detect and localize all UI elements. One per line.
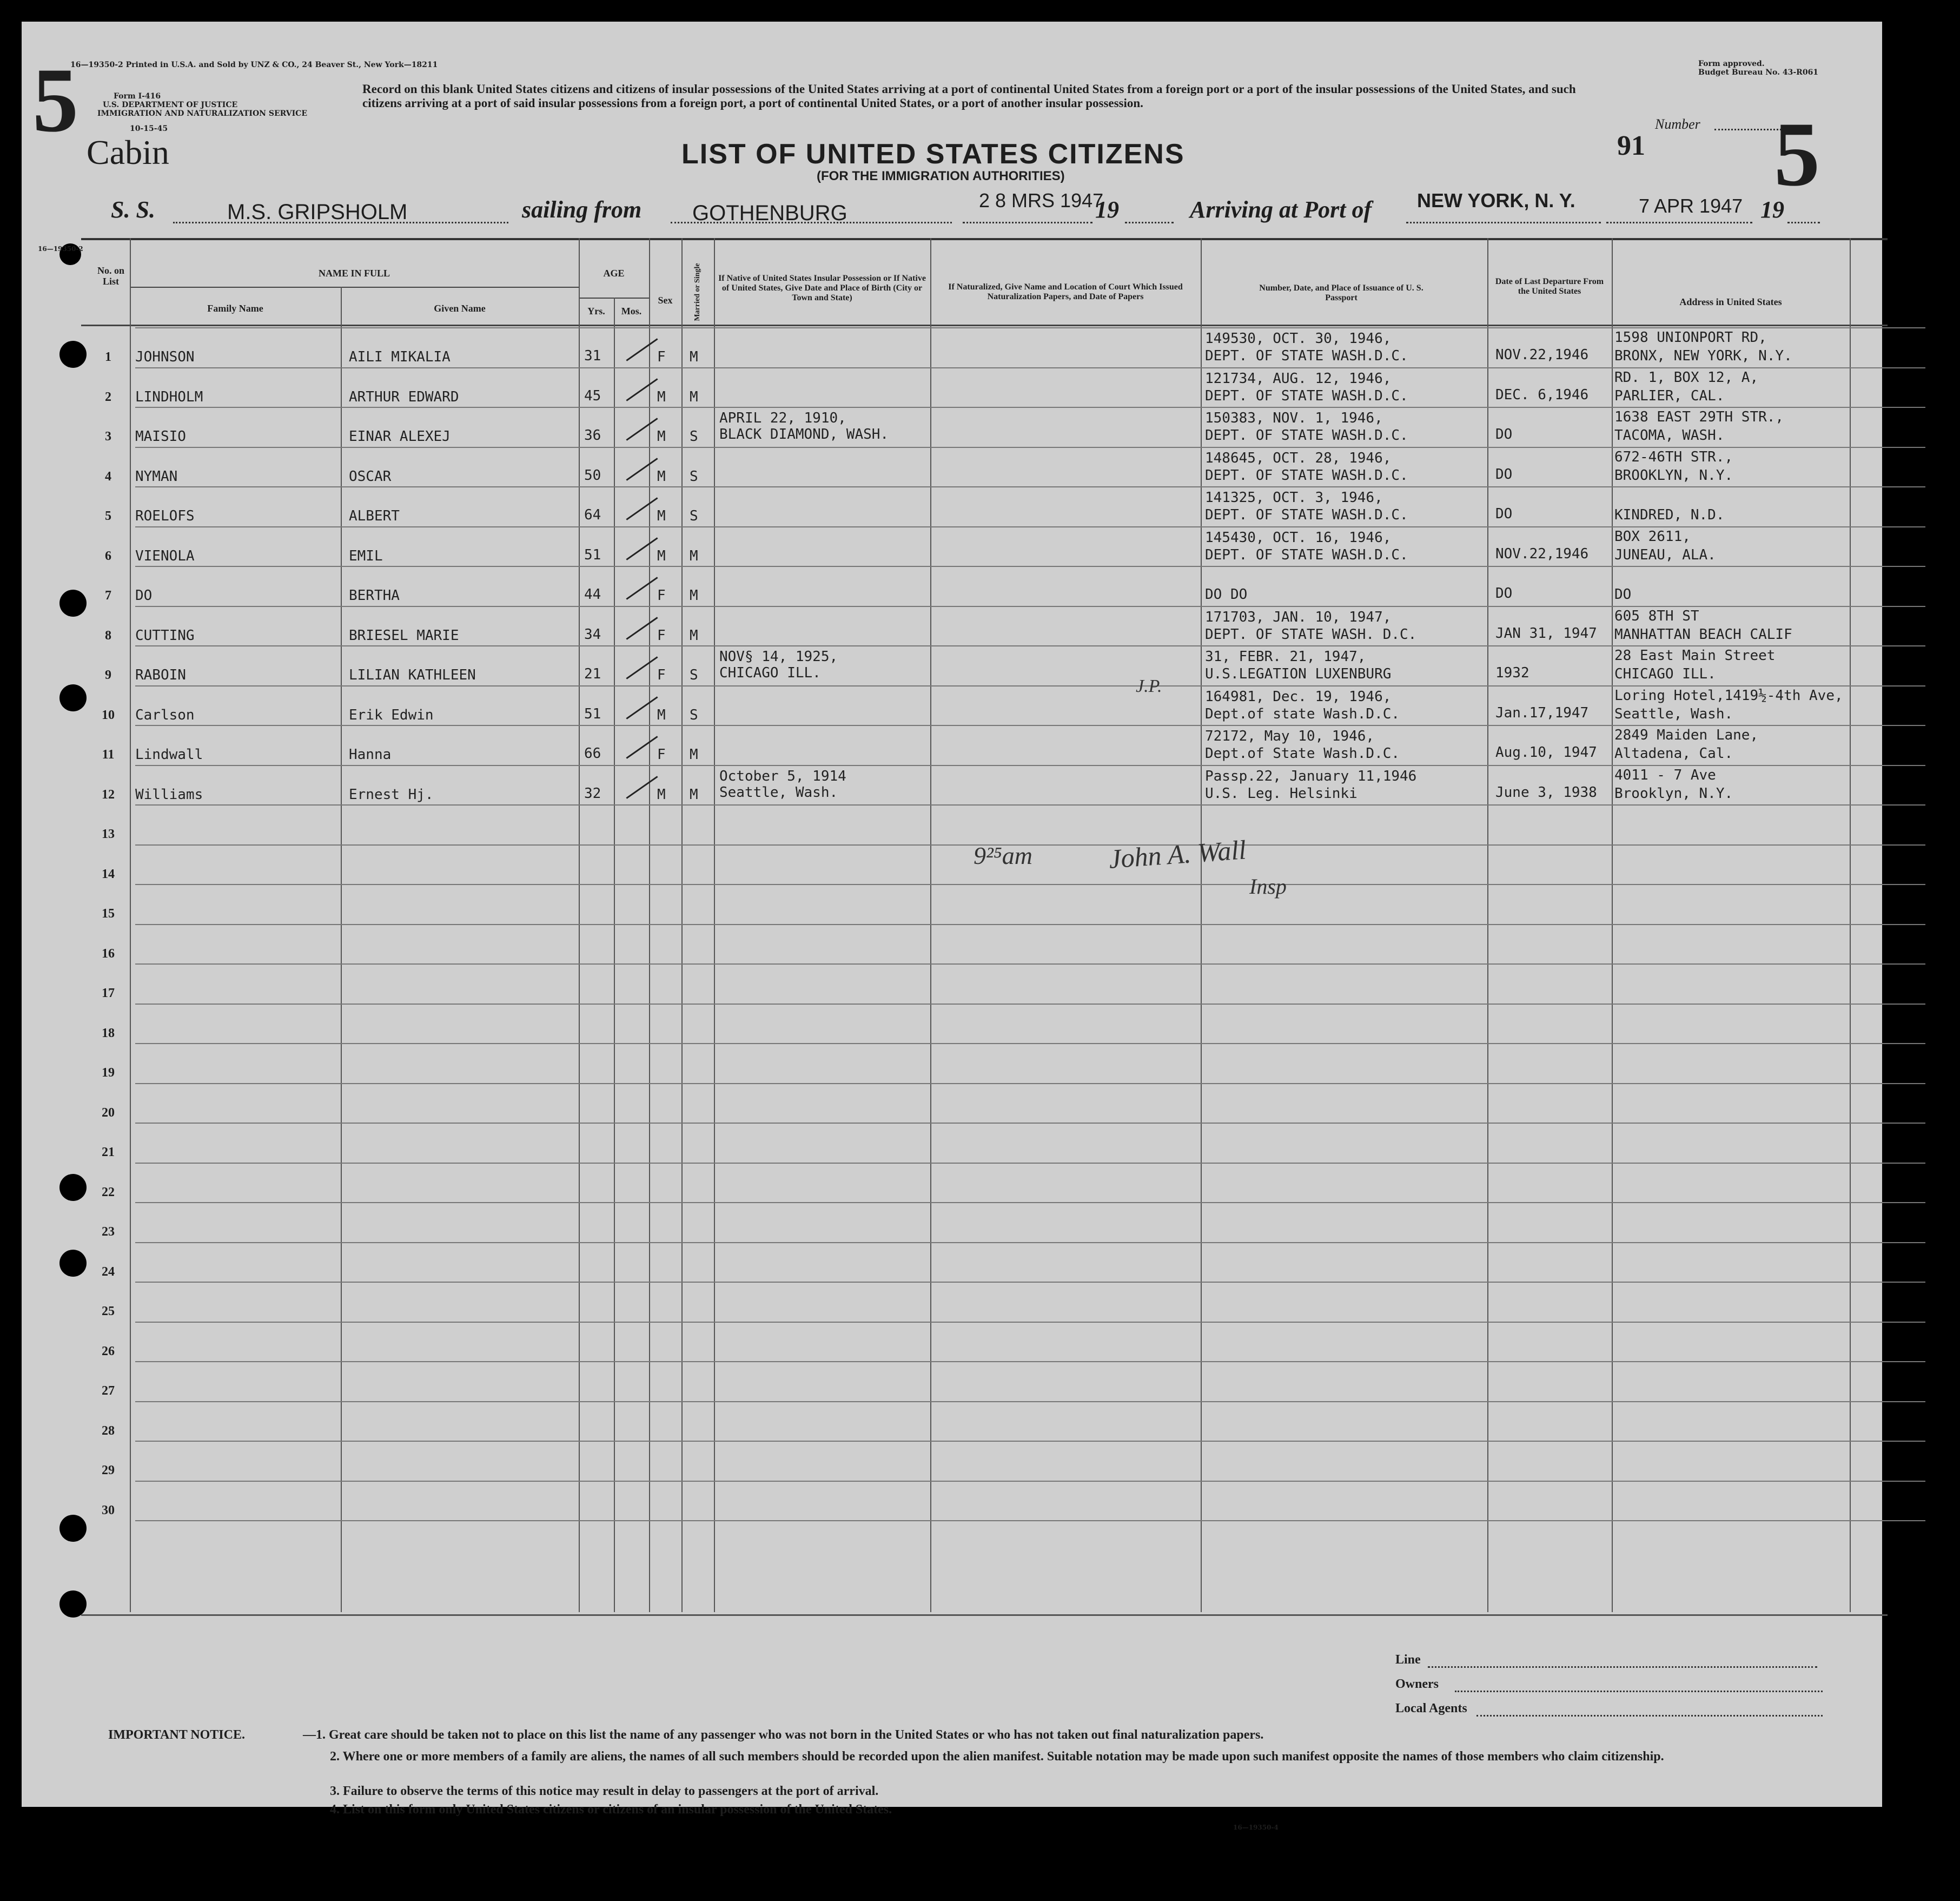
given-name: EINAR ALEXEJ (349, 428, 451, 445)
sex: M (657, 468, 666, 485)
given-name: Hanna (349, 747, 392, 763)
passport-line-2: DEPT. OF STATE WASH.D.C. (1205, 348, 1408, 364)
col-line (1487, 238, 1488, 1612)
col-line (614, 298, 615, 1612)
year-underline (1125, 222, 1174, 223)
given-name: BRIESEL MARIE (349, 627, 459, 644)
budget-bureau: Budget Bureau No. 43-R061 (1698, 68, 1819, 77)
footer-agents-underline (1476, 1715, 1823, 1717)
row-rule (135, 606, 1925, 607)
page-title: LIST OF UNITED STATES CITIZENS (681, 138, 1185, 170)
sailing-from: GOTHENBURG (692, 201, 847, 225)
passport-line-1: 141325, OCT. 3, 1946, (1205, 490, 1383, 506)
row-rule (135, 1481, 1925, 1482)
age-years: 64 (584, 507, 601, 523)
departure-date: DO (1495, 506, 1513, 522)
passport-line-2: DO DO (1205, 586, 1248, 603)
arrival-port: NEW YORK, N. Y. (1417, 189, 1575, 212)
form-date: 10-15-45 (130, 124, 168, 133)
arriving-label: Arriving at Port of (1190, 196, 1372, 223)
arrival-date-underline (1606, 222, 1752, 223)
family-name: RABOIN (135, 667, 186, 683)
marital-status: S (690, 508, 698, 524)
col-line (930, 238, 931, 1612)
departure-date: DO (1495, 466, 1513, 483)
col-header-family: Family Name (207, 303, 263, 314)
address-line-1: 28 East Main Street (1614, 648, 1776, 664)
arrival-year-suffix: 19 (1760, 196, 1784, 223)
row-rule (135, 685, 1925, 687)
sail-date-stamp: 2 8 MRS 1947 (979, 189, 1104, 212)
col-line (1612, 238, 1613, 1612)
age-years: 66 (584, 745, 601, 762)
address-line-2: Altadena, Cal. (1614, 745, 1733, 762)
row-number: 5 (105, 509, 111, 523)
departure-date: June 3, 1938 (1495, 784, 1597, 801)
sex: M (657, 786, 666, 803)
departure-date: 1932 (1495, 665, 1529, 681)
address-line-2: Brooklyn, N.Y. (1614, 785, 1733, 802)
arrival-year-underline (1787, 222, 1820, 223)
row-number: 15 (102, 907, 115, 921)
notice-label: IMPORTANT NOTICE. (108, 1728, 245, 1742)
page-number-right: 5 (1774, 103, 1820, 205)
sex: M (657, 707, 666, 723)
passport-line-1: 72172, May 10, 1946, (1205, 728, 1375, 744)
col-header-name: NAME IN FULL (318, 268, 390, 279)
handwritten-time: 9²⁵am (974, 842, 1033, 869)
row-number: 20 (102, 1105, 115, 1120)
manifest-sheet (22, 22, 1882, 1831)
passport-line-1: 164981, Dec. 19, 1946, (1205, 688, 1392, 705)
col-header-departure: Date of Last Departure From the United States (1495, 277, 1604, 296)
row-rule (135, 327, 1925, 328)
col-line (130, 238, 131, 1612)
row-rule (135, 367, 1925, 368)
name-group-rule (130, 287, 579, 288)
form-approved: Form approved. (1698, 60, 1765, 68)
notice-item-3: 3. Failure to observe the terms of this notice may result in delay to passengers at the port of arrival. (330, 1784, 879, 1798)
page-subtitle: (FOR THE IMMIGRATION AUTHORITIES) (817, 169, 1065, 183)
row-number: 21 (102, 1145, 115, 1159)
passport-line-2: DEPT. OF STATE WASH.D.C. (1205, 387, 1408, 404)
passport-line-2: DEPT. OF STATE WASH. D.C. (1205, 626, 1417, 643)
row-rule (135, 1004, 1925, 1005)
row-number: 8 (105, 628, 111, 643)
row-number: 6 (105, 549, 111, 563)
age-years: 45 (584, 387, 601, 404)
sex: F (657, 627, 666, 644)
col-header-mos: Mos. (621, 306, 642, 316)
row-number: 7 (105, 589, 111, 603)
departure-date: DO (1495, 426, 1513, 443)
given-name: LILIAN KATHLEEN (349, 667, 476, 683)
address-line-1: 1638 EAST 29TH STR., (1614, 409, 1784, 425)
handwritten-initials: J.P. (1136, 676, 1162, 696)
age-years: 36 (584, 427, 601, 444)
col-header-age: AGE (603, 268, 625, 279)
footer-owners-underline (1455, 1691, 1823, 1692)
col-line (1850, 238, 1851, 1612)
row-rule (135, 1202, 1925, 1203)
row-number: 1 (105, 350, 111, 364)
age-years: 51 (584, 546, 601, 563)
birth-line-1: October 5, 1914 (719, 768, 846, 784)
sex: F (657, 747, 666, 763)
marital-status: M (690, 349, 698, 365)
col-header-naturalized: If Naturalized, Give Name and Location of Court Which Issued Naturalization Papers, and Date of Papers (948, 282, 1183, 301)
col-header-sex: Sex (658, 295, 673, 306)
row-rule (135, 407, 1925, 408)
family-name: CUTTING (135, 627, 195, 644)
table-frame (81, 238, 1888, 1616)
birth-line-2: CHICAGO ILL. (719, 665, 821, 681)
family-name: DO (135, 588, 153, 604)
row-rule (135, 1083, 1925, 1084)
marital-status: S (690, 428, 698, 445)
service-name: IMMIGRATION AND NATURALIZATION SERVICE (97, 109, 307, 118)
address-line-2: TACOMA, WASH. (1614, 427, 1725, 444)
departure-date: Jan.17,1947 (1495, 704, 1589, 721)
passport-line-2: U.S. Leg. Helsinki (1205, 785, 1358, 802)
departure-date: DO (1495, 585, 1513, 602)
address-line-1: 2849 Maiden Lane, (1614, 727, 1759, 743)
sailing-label: sailing from (522, 196, 642, 223)
row-rule (135, 924, 1925, 925)
passport-line-2: DEPT. OF STATE WASH.D.C. (1205, 467, 1408, 484)
col-header-passport: Number, Date, and Place of Issuance of U. S. Passport (1259, 283, 1423, 302)
sex: M (657, 508, 666, 524)
row-number: 29 (102, 1463, 115, 1477)
marital-status: S (690, 707, 698, 723)
passport-line-2: DEPT. OF STATE WASH.D.C. (1205, 507, 1408, 523)
printer-line: 16—19350-2 Printed in U.S.A. and Sold by UNZ & CO., 24 Beaver St., New York—18211 (70, 61, 438, 69)
row-rule (135, 1043, 1925, 1044)
row-number: 22 (102, 1185, 115, 1199)
col-header-yrs: Yrs. (587, 306, 605, 316)
row-number: 12 (102, 787, 115, 802)
col-line (714, 238, 715, 1612)
sex: M (657, 388, 666, 405)
passport-line-1: 121734, AUG. 12, 1946, (1205, 370, 1392, 387)
row-number: 24 (102, 1264, 115, 1279)
departure-date: Aug.10, 1947 (1495, 744, 1597, 761)
given-name: AILI MIKALIA (349, 349, 451, 365)
row-number: 14 (102, 867, 115, 881)
year-suffix: 19 (1095, 196, 1119, 223)
row-rule (135, 1520, 1925, 1521)
form-number: Form I-416 (114, 92, 161, 101)
row-rule (135, 645, 1925, 646)
passport-line-1: 150383, NOV. 1, 1946, (1205, 410, 1383, 426)
inspector-signature: John A. Wall (1108, 834, 1247, 874)
address-line-1: 672-46TH STR., (1614, 448, 1733, 465)
row-rule (135, 765, 1925, 766)
row-rule (135, 566, 1925, 567)
row-number: 18 (102, 1026, 115, 1040)
list-number: 91 (1617, 130, 1645, 161)
ship-name: M.S. GRIPSHOLM (227, 200, 408, 224)
marital-status: M (690, 747, 698, 763)
col-header-no: No. on List (97, 265, 124, 287)
row-number: 25 (102, 1304, 115, 1318)
passport-line-1: 148645, OCT. 28, 1946, (1205, 450, 1392, 466)
age-years: 34 (584, 626, 601, 643)
departure-date: DEC. 6,1946 (1495, 386, 1589, 403)
passport-line-2: U.S.LEGATION LUXENBURG (1205, 666, 1392, 682)
row-rule (135, 1401, 1925, 1402)
col-line (649, 238, 650, 1612)
family-name: MAISIO (135, 428, 186, 445)
row-rule (135, 1282, 1925, 1283)
address-line-2: BRONX, NEW YORK, N.Y. (1614, 348, 1792, 364)
ss-label: S. S. (111, 196, 155, 223)
footer-line-underline (1428, 1666, 1817, 1668)
family-name: Lindwall (135, 747, 203, 763)
col-line (579, 238, 580, 1612)
address-line-1: 4011 - 7 Ave (1614, 767, 1716, 783)
birth-line-2: BLACK DIAMOND, WASH. (719, 426, 889, 443)
col-header-native: If Native of United States Insular Possession or If Native of United States, Give Date and Place of Birth (City or Town and State) (718, 274, 926, 302)
sex: M (657, 428, 666, 445)
departure-date: NOV.22,1946 (1495, 347, 1589, 363)
row-rule (135, 447, 1925, 448)
side-code: 16—19350-2 (38, 245, 83, 253)
age-years: 31 (584, 348, 601, 364)
row-rule (135, 486, 1925, 487)
row-rule (135, 884, 1925, 885)
col-line (1201, 238, 1202, 1612)
row-rule (135, 804, 1925, 806)
row-number: 30 (102, 1503, 115, 1517)
notice-item-1: —1. Great care should be taken not to place on this list the name of any passenger who was not born in the United States or who has not taken out final naturalization papers. (303, 1728, 1264, 1742)
address-line-2: KINDRED, N.D. (1614, 507, 1725, 523)
passport-line-2: DEPT. OF STATE WASH.D.C. (1205, 427, 1408, 444)
address-line-1: BOX 2611, (1614, 528, 1691, 545)
col-header-given: Given Name (434, 303, 486, 314)
family-name: JOHNSON (135, 349, 195, 365)
birth-line-2: Seattle, Wash. (719, 784, 838, 801)
row-number: 19 (102, 1066, 115, 1080)
row-number: 4 (105, 469, 111, 484)
age-years: 50 (584, 467, 601, 484)
address-line-2: PARLIER, CAL. (1614, 387, 1725, 404)
row-number: 13 (102, 827, 115, 841)
row-number: 16 (102, 946, 115, 961)
age-years: 44 (584, 586, 601, 603)
marital-status: M (690, 547, 698, 564)
address-line-2: BROOKLYN, N.Y. (1614, 467, 1733, 484)
marital-status: M (690, 388, 698, 405)
row-number: 17 (102, 986, 115, 1000)
col-line (681, 238, 683, 1612)
address-line-2: MANHATTAN BEACH CALIF (1614, 626, 1792, 643)
row-number: 27 (102, 1384, 115, 1398)
row-number: 23 (102, 1225, 115, 1239)
birth-line-1: NOV§ 14, 1925, (719, 649, 838, 665)
passport-line-1: Passp.22, January 11,1946 (1205, 768, 1417, 784)
sex: F (657, 667, 666, 683)
marital-status: S (690, 667, 698, 683)
row-number: 3 (105, 430, 111, 444)
passport-line-1: 145430, OCT. 16, 1946, (1205, 529, 1392, 546)
family-name: NYMAN (135, 468, 178, 485)
marital-status: S (690, 468, 698, 485)
row-rule (135, 963, 1925, 965)
row-rule (135, 1242, 1925, 1243)
row-number: 2 (105, 390, 111, 404)
port-underline (1406, 222, 1601, 223)
marital-status: M (690, 786, 698, 803)
address-line-1: 1598 UNIONPORT RD, (1614, 329, 1767, 346)
cabin-stamp: Cabin (87, 133, 169, 171)
address-line-2: Seattle, Wash. (1614, 705, 1733, 722)
address-line-1: Loring Hotel,1419½-4th Ave, (1614, 687, 1843, 704)
row-number: 26 (102, 1344, 115, 1358)
passport-line-2: Dept.of State Wash.D.C. (1205, 745, 1400, 762)
given-name: Erik Edwin (349, 707, 434, 723)
row-rule (135, 725, 1925, 726)
given-name: EMIL (349, 547, 383, 564)
notice-form-code: 16—19350-4 (1233, 1824, 1279, 1831)
passport-line-1: 31, FEBR. 21, 1947, (1205, 649, 1366, 665)
address-line-2: JUNEAU, ALA. (1614, 546, 1716, 563)
passport-line-1: 149530, OCT. 30, 1946, (1205, 331, 1392, 347)
header-divider (81, 325, 1888, 326)
sail-date-underline (963, 222, 1092, 223)
sex: F (657, 349, 666, 365)
given-name: OSCAR (349, 468, 392, 485)
given-name: Ernest Hj. (349, 786, 434, 803)
sex: M (657, 547, 666, 564)
col-header-married: Married or Single (693, 263, 701, 321)
inspector-title: Insp (1249, 874, 1287, 899)
col-header-address: Address in United States (1679, 296, 1782, 307)
passport-line-1: 171703, JAN. 10, 1947, (1205, 609, 1392, 625)
footer-line-label: Line (1395, 1653, 1421, 1667)
agency-name: U.S. DEPARTMENT OF JUSTICE (103, 101, 238, 109)
marital-status: M (690, 627, 698, 644)
col-line (341, 287, 342, 1612)
row-number: 10 (102, 708, 115, 722)
row-rule (135, 1322, 1925, 1323)
row-rule (135, 1441, 1925, 1442)
given-name: BERTHA (349, 588, 400, 604)
notice-item-4: 4. List on this form only United States citizens or citizens of an insular possession of the United States. (330, 1803, 892, 1817)
row-number: 9 (105, 668, 111, 682)
passport-line-2: Dept.of state Wash.D.C. (1205, 705, 1400, 722)
page-number-left: 5 (32, 49, 78, 151)
family-name: LINDHOLM (135, 388, 203, 405)
age-years: 21 (584, 666, 601, 682)
row-rule (135, 1123, 1925, 1124)
row-number: 28 (102, 1423, 115, 1438)
row-rule (135, 1163, 1925, 1164)
sex: F (657, 588, 666, 604)
row-number: 11 (102, 748, 115, 762)
birth-line-1: APRIL 22, 1910, (719, 410, 846, 426)
age-years: 51 (584, 705, 601, 722)
departure-date: JAN 31, 1947 (1495, 625, 1597, 642)
address-line-2: DO (1614, 586, 1632, 603)
family-name: Carlson (135, 707, 195, 723)
address-line-1: 605 8TH ST (1614, 608, 1699, 624)
marital-status: M (690, 588, 698, 604)
number-label: Number (1655, 116, 1700, 132)
given-name: ALBERT (349, 508, 400, 524)
family-name: Williams (135, 786, 203, 803)
given-name: ARTHUR EDWARD (349, 388, 459, 405)
age-years: 32 (584, 785, 601, 802)
arrival-date-stamp: 7 APR 1947 (1639, 195, 1743, 217)
passport-line-2: DEPT. OF STATE WASH.D.C. (1205, 546, 1408, 563)
family-name: VIENOLA (135, 547, 195, 564)
address-line-2: CHICAGO ILL. (1614, 666, 1716, 682)
notice-item-2: 2. Where one or more members of a family are aliens, the names of all such members should be recorded upon the alien manifest. Suitable notation may be made upon such manifest opposite the names of those members who claim citizenship. (330, 1750, 1664, 1764)
instruction-text: Record on this blank United States citizens and citizens of insular possessions of the United States arriving at a port of continental United States from a foreign port or a port of the insular possessions of the United States, and such citizens arriving at a port of said insular possessions from a foreign port, a port of continental United States, or a port of another insular possession. (362, 82, 1576, 110)
row-rule (135, 1361, 1925, 1362)
departure-date: NOV.22,1946 (1495, 545, 1589, 562)
family-name: ROELOFS (135, 508, 195, 524)
address-line-1: RD. 1, BOX 12, A, (1614, 369, 1759, 386)
footer-agents-label: Local Agents (1395, 1701, 1467, 1715)
row-rule (135, 526, 1925, 527)
footer-owners-label: Owners (1395, 1677, 1439, 1691)
